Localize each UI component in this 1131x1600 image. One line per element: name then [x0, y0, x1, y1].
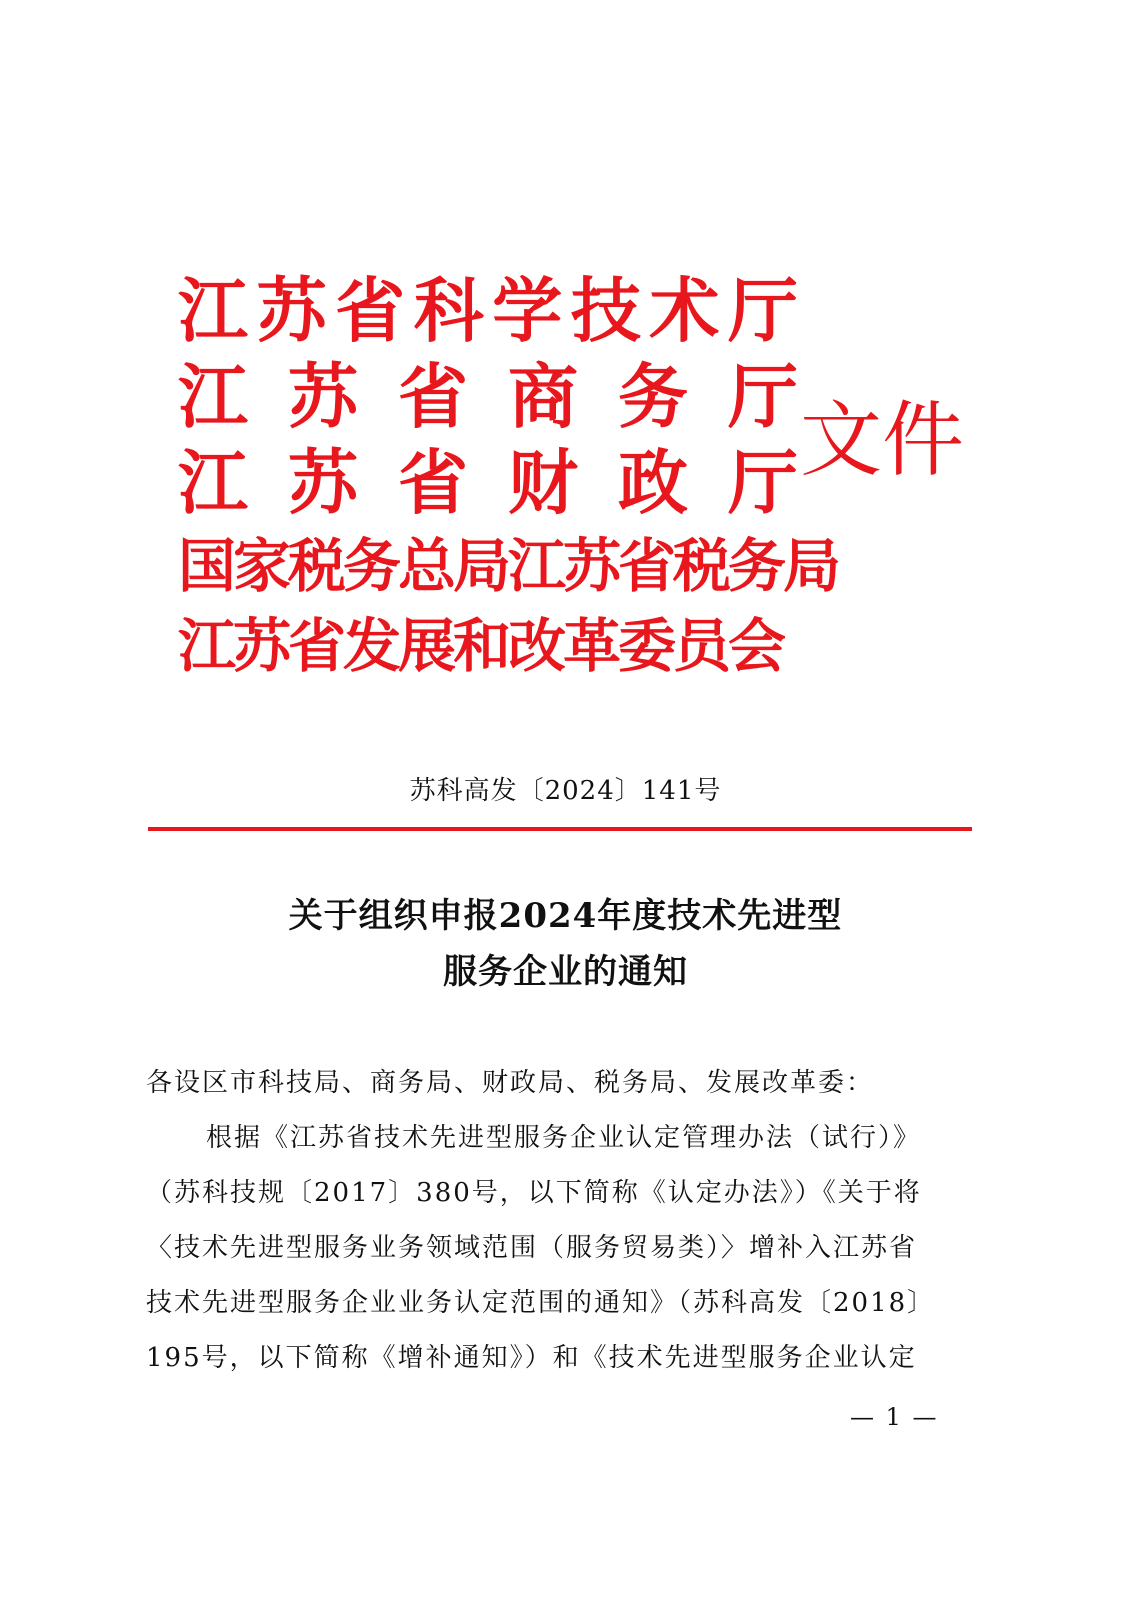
title-line: 关于组织申报2024年度技术先进型 — [288, 896, 843, 936]
salutation: 各设区市科技局、商务局、财政局、税务局、发展改革委： — [146, 1068, 875, 1098]
issuer-char: 江 — [178, 356, 248, 438]
body-line: 技术先进型服务企业业务认定范围的通知》（苏科高发〔2018〕 — [146, 1288, 936, 1318]
issuer-char: 商 — [508, 356, 578, 438]
issuer-char: 苏 — [288, 442, 358, 524]
issuer-commerce-dept — [178, 354, 798, 440]
issuer-char: 务 — [618, 356, 688, 438]
issuer-char: 学 — [492, 270, 563, 352]
issuer-tax-bureau: 国家税务总局江苏省税务局 — [178, 532, 839, 600]
red-divider — [148, 827, 972, 831]
issuer-char: 省 — [335, 270, 406, 352]
document-title — [0, 888, 1131, 1000]
issuer-char: 省 — [398, 356, 468, 438]
issuer-char: 江 — [178, 270, 248, 352]
issuer-char: 苏 — [256, 270, 327, 352]
issuer-finance-dept — [178, 440, 798, 526]
issuer-char: 省 — [398, 442, 468, 524]
document-suffix: 文件 — [800, 393, 965, 488]
issuer-char: 厅 — [728, 442, 798, 524]
title-line: 服务企业的通知 — [443, 952, 688, 992]
document-number: 苏科高发〔2024〕141号 — [409, 776, 722, 806]
issuer-char: 政 — [618, 442, 688, 524]
page-number: — 1 — — [850, 1403, 939, 1431]
issuing-authorities — [178, 268, 839, 686]
issuer-char: 厅 — [728, 356, 798, 438]
issuer-char: 术 — [649, 270, 720, 352]
issuer-development-reform-commission: 江苏省发展和改革委员会 — [178, 612, 784, 680]
issuer-char: 江 — [178, 442, 248, 524]
body-line: （苏科技规〔2017〕380号，以下简称《认定办法》）《关于将 — [146, 1178, 922, 1208]
document-body — [146, 1056, 974, 1386]
issuer-science-technology-dept — [178, 268, 798, 354]
issuer-char: 厅 — [727, 270, 798, 352]
body-line: 195号，以下简称《增补通知》）和《技术先进型服务企业认定 — [146, 1343, 917, 1373]
issuer-char: 技 — [570, 270, 641, 352]
body-line: 〈技术先进型服务业务领域范围（服务贸易类）〉增补入江苏省 — [146, 1233, 918, 1263]
body-line: 根据《江苏省技术先进型服务企业认定管理办法（试行）》 — [206, 1123, 922, 1153]
issuer-char: 苏 — [288, 356, 358, 438]
issuer-char: 科 — [413, 270, 484, 352]
issuer-char: 财 — [508, 442, 578, 524]
